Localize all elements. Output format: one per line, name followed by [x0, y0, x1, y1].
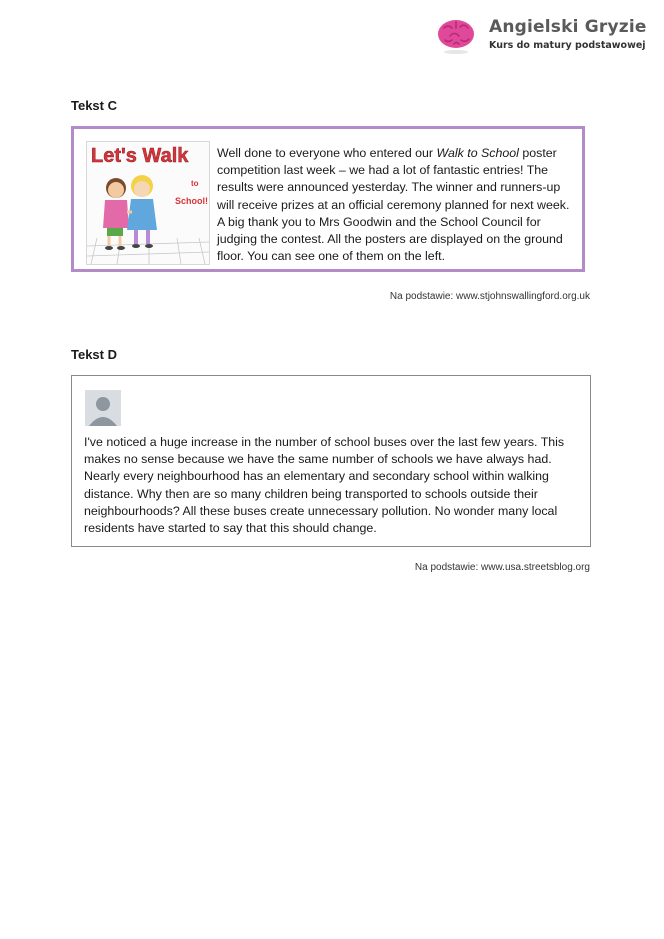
poster-title: Let's Walk	[91, 145, 189, 167]
poster-to: to	[191, 179, 199, 188]
brand-title: Angielski Gryzie	[489, 17, 647, 37]
walk-to-school-poster	[86, 141, 210, 265]
text-c-box	[71, 126, 585, 272]
poster-school: School!	[175, 196, 208, 206]
child-two-dress	[127, 199, 157, 230]
brand-logo	[436, 14, 656, 58]
text-d-heading: Tekst D	[71, 347, 117, 362]
avatar-icon	[85, 390, 121, 426]
text-c-source: Na podstawie: www.stjohnswallingford.org.uk	[389, 291, 590, 302]
text-d-box	[71, 375, 591, 547]
brain-icon	[436, 16, 476, 56]
text-d-body: I've noticed a huge increase in the number of school buses over the last few years. This makes no sense because we have the same number of schools we have always had. Nearly every neighbourhood has an elementary and secondary school within walking distance. Why then are so many children being transported to schools outside their neighbourhoods? All these buses create unnecessary pollution. No wonder many local residents have started to say that this should change.	[84, 435, 565, 536]
text-c-body: Well done to everyone who entered our Walk to School poster competition last week – we had a lot of fantastic entries! The results were announced yesterday. The winner and runners-up will receive prizes at an official ceremony planned for next week. A big thank you to Mrs Goodwin and the School Council for judging the contest. All the posters are displayed on the ground floor. You can see one of them on the left.	[217, 146, 570, 264]
text-c-italic-title: Walk to School	[436, 146, 519, 160]
brand-subtitle: Kurs do matury podstawowej	[489, 40, 646, 51]
text-c-heading: Tekst C	[71, 98, 117, 113]
child-one-shirt	[103, 200, 129, 228]
poster-illustration	[87, 142, 209, 264]
child-one-face	[108, 182, 124, 198]
text-d-source: Na podstawie: www.usa.streetsblog.org	[414, 562, 590, 573]
child-two-face	[134, 181, 150, 197]
